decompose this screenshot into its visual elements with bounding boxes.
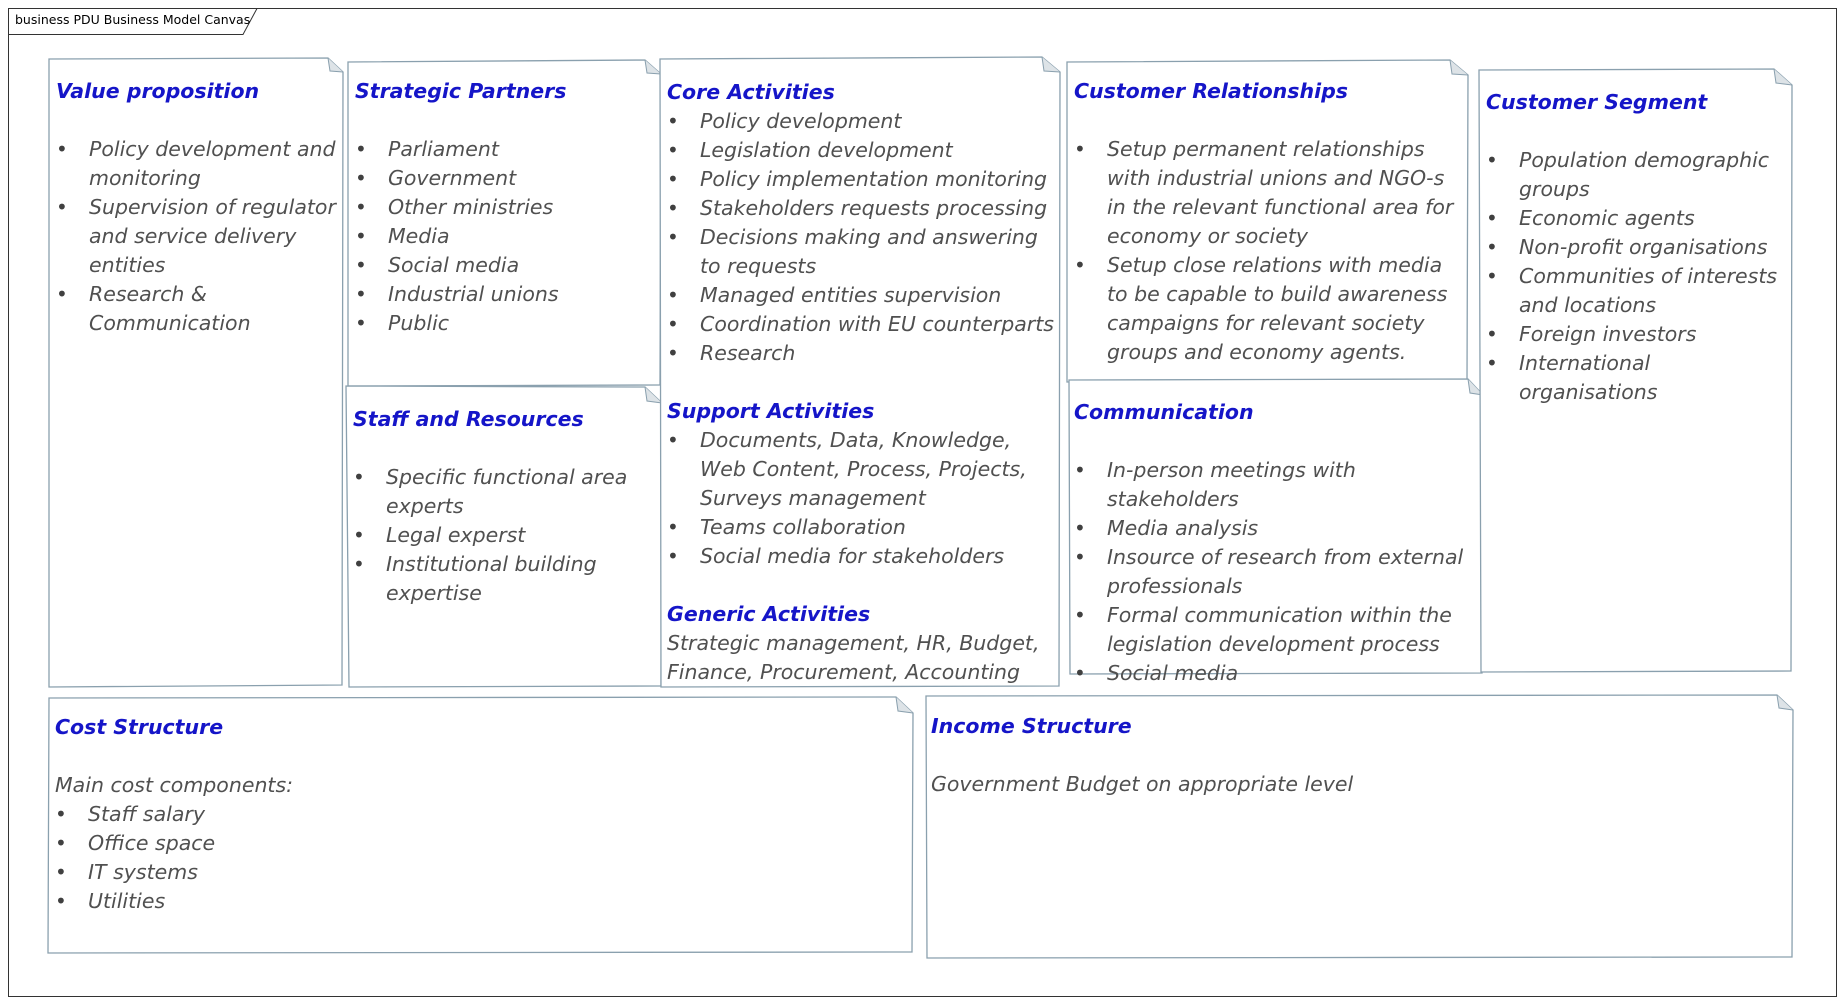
staff-resources-list bbox=[353, 463, 657, 608]
list-item: • IT systems bbox=[55, 858, 906, 887]
cost-structure-intro: Main cost components: bbox=[55, 773, 294, 797]
note-title: Income Structure bbox=[931, 714, 1132, 738]
note-title: Staff and Resources bbox=[353, 407, 584, 431]
note-title: Communication bbox=[1074, 400, 1254, 424]
list-item: • Legislation development bbox=[667, 136, 1055, 165]
note-title: Cost Structure bbox=[55, 715, 224, 739]
support-activities-title: Support Activities bbox=[667, 399, 875, 423]
generic-activities-title: Generic Activities bbox=[667, 602, 871, 626]
list-item: • Foreign investors bbox=[1486, 320, 1789, 349]
list-item: • Utilities bbox=[55, 887, 906, 916]
list-item: • Teams collaboration bbox=[667, 513, 1055, 542]
list-item: • Policy development and monitoring bbox=[56, 135, 336, 193]
list-item: • In-person meetings with stakeholders bbox=[1074, 456, 1478, 514]
note-title: Strategic Partners bbox=[355, 79, 567, 103]
list-item: • Specific functional area experts bbox=[353, 463, 657, 521]
list-item: • Setup permanent relationships with industrial unions and NGO-s in the relevant functional area for economy or society bbox=[1074, 135, 1461, 251]
cost-structure-note[interactable] bbox=[47, 696, 914, 954]
communication-list bbox=[1074, 456, 1478, 688]
strategic-partners-note[interactable] bbox=[347, 59, 662, 387]
list-item: • Public bbox=[355, 309, 656, 338]
list-item: • Social media bbox=[355, 251, 656, 280]
list-item: • Managed entities supervision bbox=[667, 281, 1055, 310]
list-item: • Industrial unions bbox=[355, 280, 656, 309]
staff-resources-note[interactable] bbox=[345, 385, 663, 688]
list-item: • Government bbox=[355, 164, 656, 193]
list-item: • Stakeholders requests processing bbox=[667, 194, 1055, 223]
income-structure-text: Government Budget on appropriate level bbox=[931, 772, 1354, 796]
list-item: • Research bbox=[667, 339, 1055, 368]
customer-segment-list bbox=[1486, 146, 1789, 407]
list-item: • Policy implementation monitoring bbox=[667, 165, 1055, 194]
support-activities-list bbox=[667, 426, 1055, 571]
list-item: • Documents, Data, Knowledge, Web Content, Process, Projects, Surveys management bbox=[667, 426, 1055, 513]
diagram-frame-title: business PDU Business Model Canvas bbox=[15, 12, 251, 27]
list-item: • Supervision of regulator and service delivery entities bbox=[56, 193, 336, 280]
list-item: • Coordination with EU counterparts bbox=[667, 310, 1055, 339]
note-title: Core Activities bbox=[667, 80, 835, 104]
list-item: • Institutional building expertise bbox=[353, 550, 657, 608]
customer-segment-note[interactable] bbox=[1478, 68, 1793, 673]
list-item: • Legal experst bbox=[353, 521, 657, 550]
income-structure-note[interactable] bbox=[925, 694, 1794, 959]
communication-note[interactable] bbox=[1068, 378, 1484, 685]
list-item: • Non-profit organisations bbox=[1486, 233, 1789, 262]
core-activities-list bbox=[667, 107, 1055, 368]
note-title: Customer Segment bbox=[1486, 90, 1708, 114]
list-item: • Staff salary bbox=[55, 800, 906, 829]
value-proposition-note[interactable] bbox=[48, 57, 344, 688]
list-item: • Other ministries bbox=[355, 193, 656, 222]
list-item: • Setup close relations with media to be capable to build awareness campaigns for relevant society groups and economy agents. bbox=[1074, 251, 1461, 367]
value-proposition-list bbox=[56, 135, 336, 338]
customer-relationships-note[interactable] bbox=[1066, 59, 1469, 383]
list-item: • Decisions making and answering to requests bbox=[667, 223, 1055, 281]
list-item: • Economic agents bbox=[1486, 204, 1789, 233]
list-item: • Communities of interests and locations bbox=[1486, 262, 1789, 320]
generic-activities-text: Strategic management, HR, Budget, Finance, Procurement, Accounting bbox=[667, 631, 1040, 684]
list-item: • Media bbox=[355, 222, 656, 251]
list-item: • Policy development bbox=[667, 107, 1055, 136]
list-item: • Parliament bbox=[355, 135, 656, 164]
list-item: • Office space bbox=[55, 829, 906, 858]
list-item: • Formal communication within the legislation development process bbox=[1074, 601, 1478, 659]
core-activities-note[interactable] bbox=[659, 56, 1061, 688]
note-title: Value proposition bbox=[56, 79, 260, 103]
list-item: • Social media bbox=[1074, 659, 1478, 688]
list-item: • Insource of research from external professionals bbox=[1074, 543, 1478, 601]
list-item: • Research & Communication bbox=[56, 280, 336, 338]
list-item: • Media analysis bbox=[1074, 514, 1478, 543]
customer-relationships-list bbox=[1074, 135, 1461, 367]
note-title: Customer Relationships bbox=[1074, 79, 1348, 103]
list-item: • International organisations bbox=[1486, 349, 1789, 407]
list-item: • Population demographic groups bbox=[1486, 146, 1789, 204]
list-item: • Social media for stakeholders bbox=[667, 542, 1055, 571]
cost-structure-list bbox=[55, 800, 906, 916]
strategic-partners-list bbox=[355, 135, 656, 338]
